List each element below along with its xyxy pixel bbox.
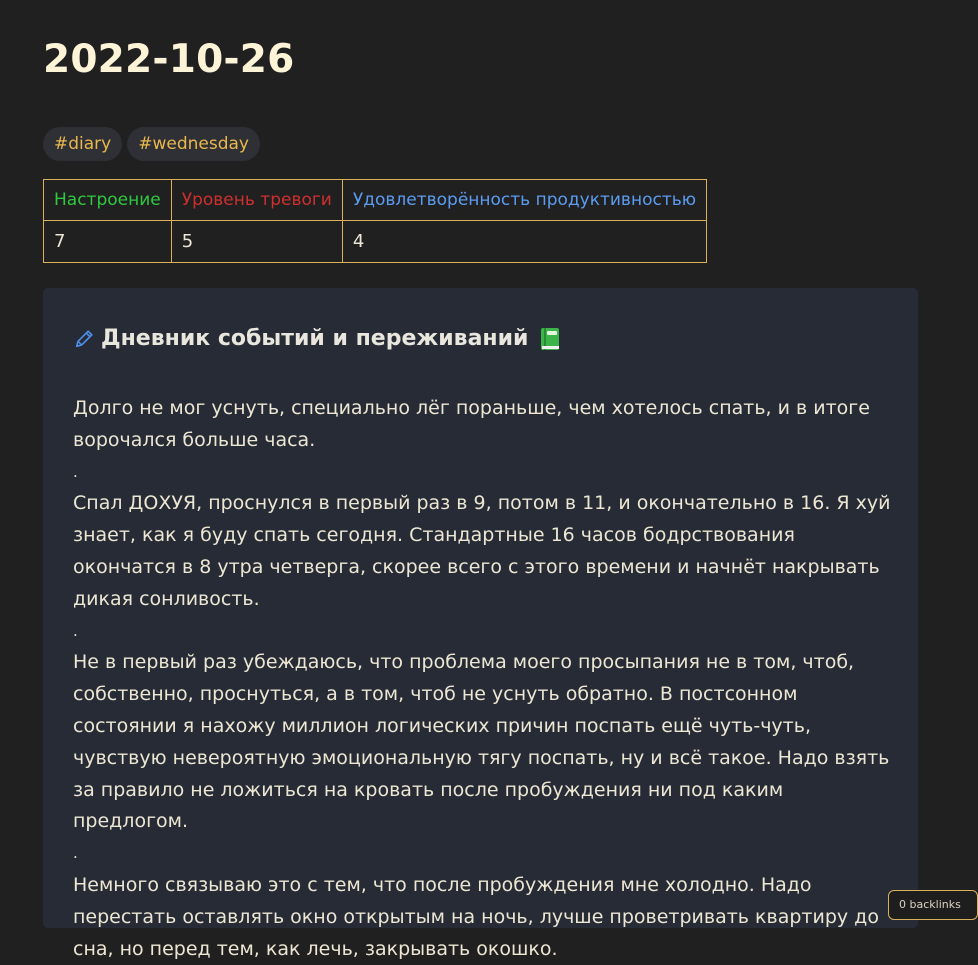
diary-paragraph-3: Не в первый раз убеждаюсь, что проблема моего просыпания не в том, чтоб, собственно, проснуться, а в том, чтоб не уснуть обратно. В постсонном состоянии я нахожу миллион логических причин поспать ещё чуть-чуть, чувствую невероятную эмоциональную тягу поспать, ну и всё такое. Надо взять за правило не ложиться на кровать после пробуждения ни под каким предлогом. [73, 651, 890, 833]
paragraph-separator: . [73, 621, 78, 640]
mood-table-header-row [44, 180, 707, 221]
paragraph-separator: . [73, 844, 78, 863]
value-anxiety: 5 [171, 221, 342, 263]
header-anxiety: Уровень тревоги [171, 180, 342, 221]
mood-table [43, 179, 707, 263]
tag-list [43, 127, 260, 161]
pencil-icon [73, 328, 95, 350]
note-title: 2022-10-26 [43, 37, 295, 82]
paragraph-separator: . [73, 462, 78, 481]
backlinks-badge[interactable]: 0 backlinks [888, 890, 978, 920]
diary-paragraph-4: Немного связываю это с тем, что после пробуждения мне холодно. Надо перестать оставлять окно открытым на ночь, лучше проветривать квартиру до сна, но перед тем, как лечь, закрывать окошко. [73, 873, 879, 960]
diary-heading-text: Дневник событий и переживаний [101, 326, 529, 351]
tag-diary[interactable]: #diary [43, 127, 122, 161]
value-mood: 7 [44, 221, 172, 263]
diary-heading [73, 322, 560, 356]
diary-paragraph-1: Долго не мог уснуть, специально лёг пораньше, чем хотелось спать, и в итоге ворочался больше часа. [73, 397, 870, 451]
value-productivity: 4 [342, 221, 706, 263]
green-book-icon [540, 327, 560, 351]
header-productivity: Удовлетворённость продуктивностью [342, 180, 706, 221]
header-mood: Настроение [44, 180, 172, 221]
table-row [44, 221, 707, 263]
tag-wednesday[interactable]: #wednesday [127, 127, 260, 161]
diary-body [73, 393, 903, 965]
diary-paragraph-2: Спал ДОХУЯ, проснулся в первый раз в 9, потом в 11, и окончательно в 16. Я хуй знает, как я буду спать сегодня. Стандартные 16 часов бодрствования окончатся в 8 утра четверга, скорее всего с этого времени и начнёт накрывать дикая сонливость. [73, 492, 891, 610]
